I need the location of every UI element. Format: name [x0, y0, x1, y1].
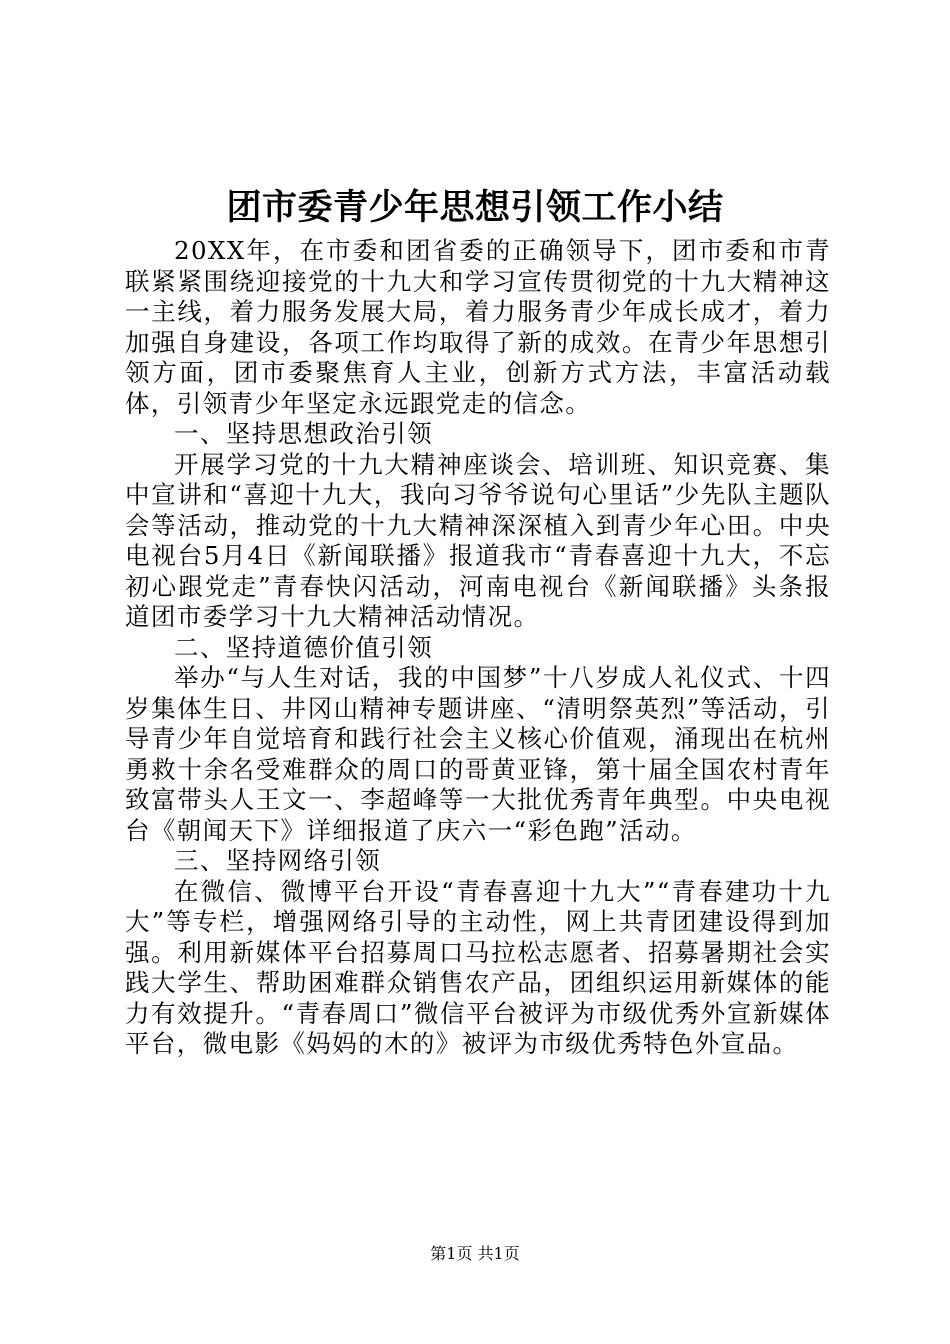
intro-paragraph: 20XX年，在市委和团省委的正确领导下，团市委和市青联紧紧围绕迎接党的十九大和学习宣传贯彻党的十九大精神这一主线，着力服务发展大局，着力服务青少年成长成才，着力加强自身建设，各项工作均取得了新的成效。在青少年思想引领方面，团市委聚焦育人主业，创新方式方法，丰富活动载体，引领青少年坚定永远跟党走的信念。: [125, 236, 831, 418]
page-footer: 第1页 共1页: [430, 1244, 520, 1263]
section-paragraph-1: 开展学习党的十九大精神座谈会、培训班、知识竞赛、集中宣讲和“喜迎十九大，我向习爷爷说句心里话”少先队主题队会等活动，推动党的十九大精神深深植入到青少年心田。中央电视台5月4日《新闻联播》报道我市“青春喜迎十九大，不忘初心跟党走”青春快闪活动，河南电视台《新闻联播》头条报道团市委学习十九大精神活动情况。: [125, 449, 831, 631]
document-body: [125, 236, 831, 1060]
section-heading-2: 二、坚持道德价值引领: [174, 632, 433, 662]
section-paragraph-3: 在微信、微博平台开设“青春喜迎十九大”“青春建功十九大”等专栏，增强网络引导的主动性，网上共青团建设得到加强。利用新媒体平台招募周口马拉松志愿者、招募暑期社会实践大学生、帮助困难群众销售农产品，团组织运用新媒体的能力有效提升。“青春周口”微信平台被评为市级优秀外宣新媒体平台，微电影《妈妈的木的》被评为市级优秀特色外宣品。: [125, 876, 831, 1058]
document-title: 团市委青少年思想引领工作小结: [226, 187, 724, 228]
section-heading-1: 一、坚持思想政治引领: [174, 419, 433, 448]
section-heading-3: 三、坚持网络引领: [174, 846, 382, 875]
section-paragraph-2: 举办“与人生对话，我的中国梦”十八岁成人礼仪式、十四岁集体生日、井冈山精神专题讲座、“清明祭英烈”等活动，引导青少年自觉培育和践行社会主义核心价值观，涌现出在杭州勇救十余名受难群众的周口的哥黄亚锋，第十届全国农村青年致富带头人王文一、李超峰等一大批优秀青年典型。中央电视台《朝闻天下》详细报道了庆六一“彩色跑”活动。: [125, 663, 831, 845]
